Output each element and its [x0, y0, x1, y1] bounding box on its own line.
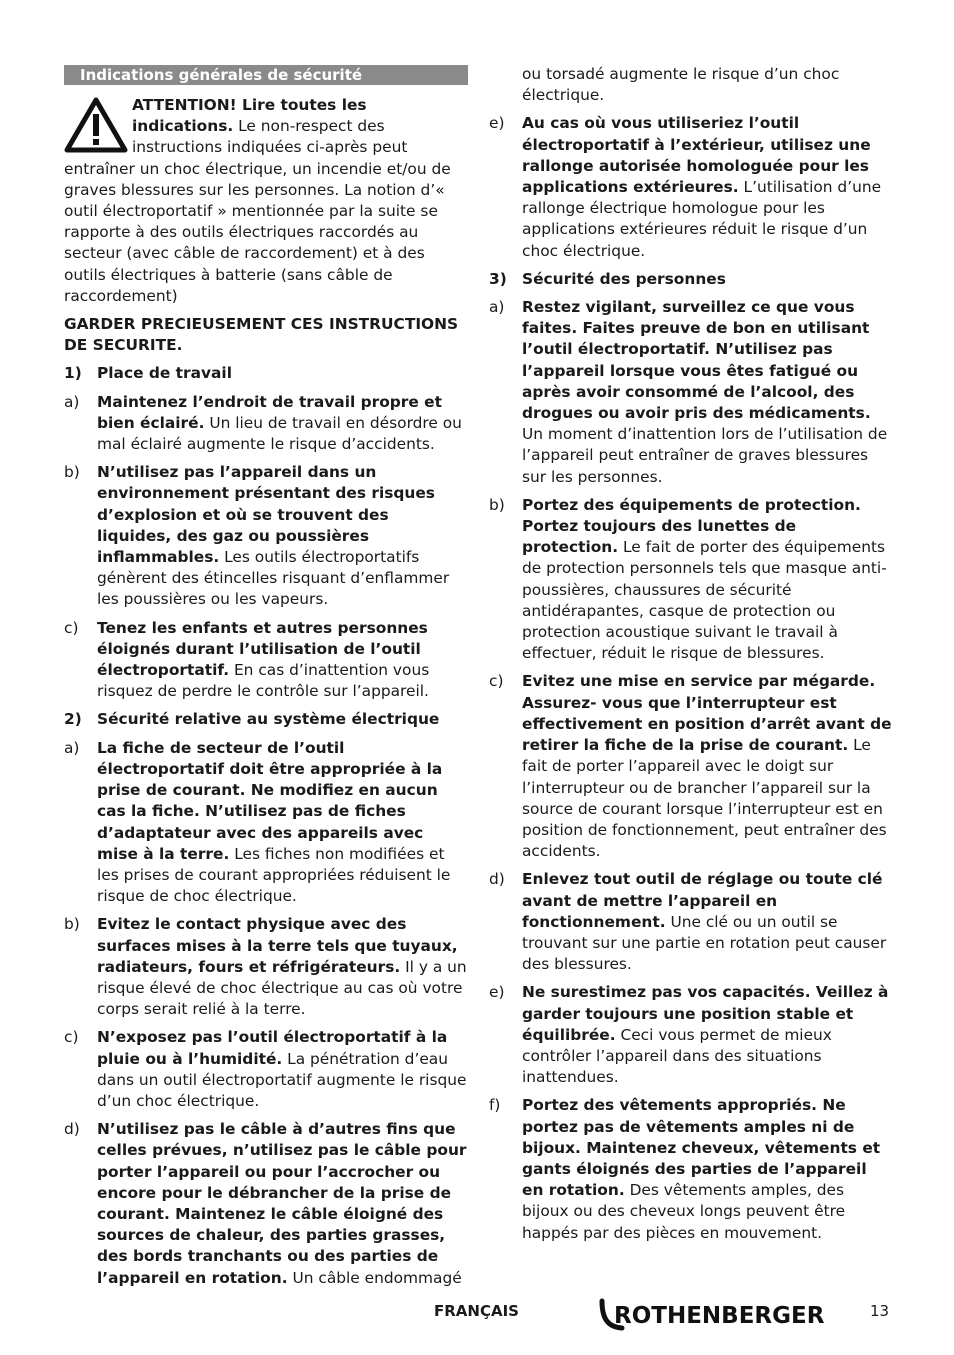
- continued-text: ou torsadé augmente le risque d’un choc électrique.: [522, 65, 840, 105]
- page-number: 13: [870, 1302, 890, 1320]
- list-item: b) N’utilisez pas l’appareil dans un environnement présentant des risques d’explosion et où se trouvent des liquides, des gaz ou poussières inflammables. Les outils électroportatifs génèrent des étincelles risquant d’enflammer les poussières ou les vapeurs.: [64, 463, 450, 609]
- intro-block: [64, 95, 468, 1289]
- list-item: c) Tenez les enfants et autres personnes éloignés durant l’utilisation de l’outil électroportatif. En cas d’inattention vous risquez de perdre le contrôle sur l’appareil.: [64, 618, 430, 701]
- brand-text: ROTHENBERGER: [614, 1303, 825, 1329]
- list-item: d) Enlevez tout outil de réglage ou toute clé avant de mettre l’appareil en fonctionnement. Une clé ou un outil se trouvant sur une partie en rotation peut causer des blessures.: [489, 870, 887, 974]
- list-item: a) La fiche de secteur de l’outil électroportatif doit être appropriée à la prise de courant. Ne modifiez en aucun cas la fiche. N’utilisez pas de fiches d’adaptateur avec des appareils avec mise à la terre. Les fiches non modifiées et les prises de courant appropriées réduisent le risque de choc électrique.: [64, 738, 451, 906]
- section-heading-2: 2) Sécurité relative au système électrique: [64, 710, 440, 729]
- list-item: f) Portez des vêtements appropriés. Ne portez pas de vêtements amples ni de bijoux. Maintenez cheveux, vêtements et gants éloignés des parties de l’appareil en rotation. Des vêtements amples, des bijoux ou des cheveux longs peuvent être happés par des pièces en mouvement.: [489, 1096, 881, 1242]
- warning-heading: ATTENTION! Lire toutes les indications.: [132, 96, 367, 136]
- right-flow: [489, 64, 893, 1244]
- list-item: d) N’utilisez pas le câble à d’autres fins que celles prévues, n’utilisez pas le câble pour porter l’appareil ou pour l’accrocher ou encore pour le débrancher de la prise de courant. Maintenez le câble éloigné des sources de chaleur, des parties grasses, des bords tranchants ou des parties de l’appareil en rotation. Un câble endommagé: [64, 1120, 467, 1287]
- list-item: a) Maintenez l’endroit de travail propre et bien éclairé. Un lieu de travail en désordre ou mal éclairé augmente le risque d’accidents.: [64, 392, 462, 454]
- list-item: b) Evitez le contact physique avec des surfaces mises à la terre tels que tuyaux, radiateurs, fours et réfrigérateurs. Il y a un risque élevé de choc électrique au cas où votre corps serait relié à la terre.: [64, 915, 467, 1019]
- warning-triangle-icon: [64, 97, 128, 153]
- list-item: c) Evitez une mise en service par mégarde. Assurez- vous que l’interrupteur est effectivement en position d’arrêt avant de retirer la fiche de la prise de courant. Le fait de porter l’appareil avec le doigt sur l’interrupteur ou de brancher l’appareil sur la source de courant lorsque l’interrupteur est en position de fonctionnement, peut entraîner des accidents.: [489, 672, 892, 861]
- footer-language: FRANÇAIS: [434, 1302, 519, 1320]
- section-header: Indications générales de sécurité: [64, 65, 468, 85]
- section-heading-3: 3) Sécurité des personnes: [489, 269, 726, 288]
- list-item: e) Ne surestimez pas vos capacités. Veillez à garder toujours une position stable et équilibrée. Ceci vous permet de mieux contrôler l’appareil dans des situations inattendues.: [489, 983, 889, 1087]
- list-item: a) Restez vigilant, surveillez ce que vous faites. Faites preuve de bon en utilisant l’outil électroportatif. N’utilisez pas l’appareil lorsque vous êtes fatigué ou après avoir consommé de l’alcool, des drogues ou avoir pris des médicaments. Un moment d’inattention lors de l’utilisation de l’appareil peut entraîner de graves blessures sur les personnes.: [489, 298, 888, 486]
- section-heading-1: 1) Place de travail: [64, 364, 232, 383]
- keep-instructions: GARDER PRECIEUSEMENT CES INSTRUCTIONS DE SECURITE.: [64, 315, 459, 355]
- list-item: e) Au cas où vous utiliseriez l’outil électroportatif à l’extérieur, utilisez une rallonge autorisée homologuée pour les applications extérieures. L’utilisation d’une rallonge électrique homologue pour les applications extérieures réduit le risque d’un choc électrique.: [489, 114, 882, 260]
- list-item: b) Portez des équipements de protection. Portez toujours des lunettes de protection. Le fait de porter des équipements de protection personnels tels que masque anti-poussières, chaussures de sécurité antidérapantes, casque de protection ou protection acoustique suivant le travail à effectuer, réduit le risque de blessures.: [489, 495, 887, 663]
- list-item: c) N’exposez pas l’outil électroportatif à la pluie ou à l’humidité. La pénétration d’eau dans un outil électroportatif augmente le risque d’un choc électrique.: [64, 1028, 467, 1110]
- rothenberger-logo: [598, 1297, 838, 1333]
- warning-body: Le non-respect des instructions indiquées ci-après peut entraîner un choc électrique, un incendie et/ou de graves blessures sur les personnes. La notion d’« outil électroportatif » mentionnée par la suite se rapporte à des outils électriques raccordés au secteur (avec câble de raccordement) et à des outils électriques à batterie (sans câble de raccordement): [64, 117, 451, 305]
